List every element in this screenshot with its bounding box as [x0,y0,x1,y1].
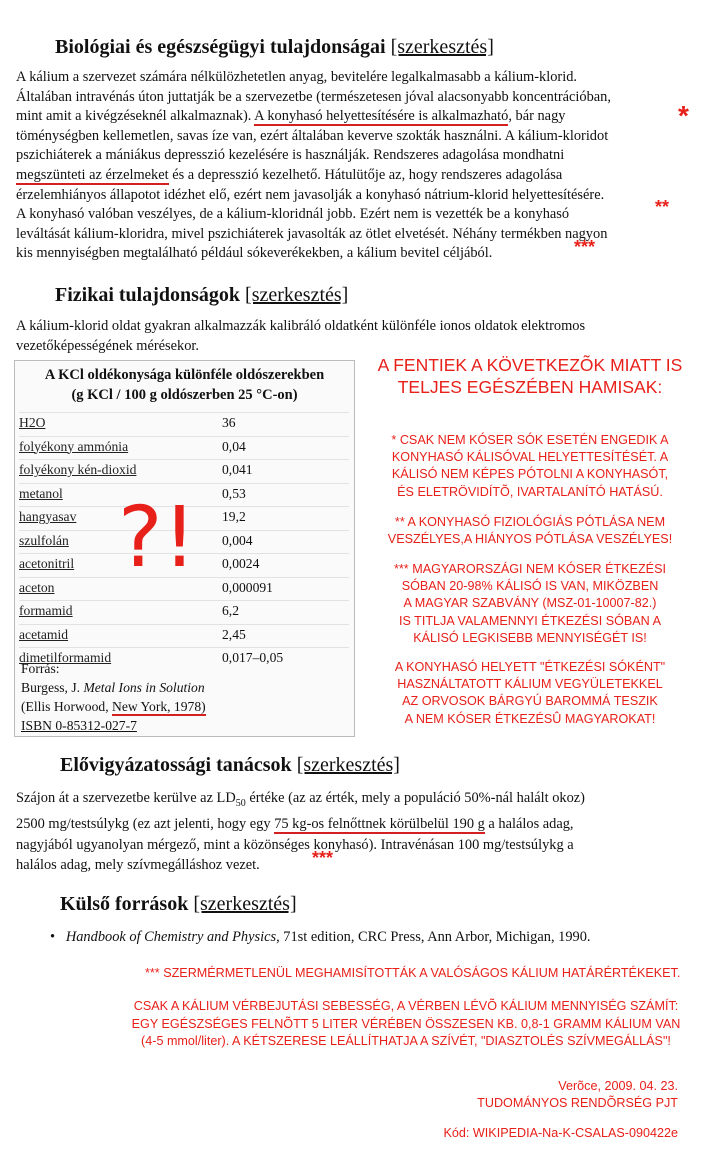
ext-item-title[interactable]: Handbook of Chemistry and Physics [65,929,277,945]
red-headline [360,354,700,398]
red-note-line: KÁLISÓ LEGKISEBB MENNYISÉGÉT IS! [413,630,647,645]
source-publisher-line [21,697,206,716]
solubility-value: 0,0024 [222,556,260,571]
solvent-link[interactable]: metanol [19,485,63,501]
phys-line: vezetőképességének mérésekor. [16,337,199,354]
solvent-link[interactable]: folyékony kén-dioxid [19,462,137,477]
source-title: Metal Ions in Solution [83,680,205,695]
red-note-line: VESZÉLYES,A HIÁNYOS PÓTLÁSA VESZÉLYES! [387,532,673,547]
table-row-divider [19,436,349,437]
red-note-line: A NEM KÓSER ÉTKEZÉSÛ MAGYAROKAT! [404,711,656,726]
prec-heading-text: Elővigyázatossági tanácsok [60,754,292,776]
ext-item-rest: , 71st edition, CRC Press, Ann Arbor, Michigan, 1990. [276,929,591,945]
solvent-link[interactable]: szulfolán [19,532,69,548]
table-row-divider [19,459,349,460]
solvent-link[interactable]: hangyasav [19,509,77,524]
red-note-line: *** MAGYARORSZÁGI NEM KÓSER ÉTKEZÉSI [394,562,666,576]
document-code: Kód: WIKIPEDIA-Na-K-CSALAS-090422e [443,1126,678,1140]
solvent-link[interactable]: formamid [19,603,73,618]
annotation-star-4: *** [312,848,334,868]
bio-line: töménységben kellemetlen, savas íze van, ezért általában keverve szokták használni. A kálium-kloridot [16,127,609,144]
source-author: Burgess, J. [21,680,84,695]
phys-heading [55,284,348,307]
solvent-link[interactable]: acetamid [19,626,69,642]
red-note-line: KÁLISÓ NEM KÉPES PÓTOLNI A KONYHASÓT, [391,467,669,482]
solubility-value: 36 [222,415,236,430]
solubility-value: 19,2 [222,509,246,524]
solubility-value: 0,04 [222,438,246,454]
table-row-divider [19,483,349,484]
source-publisher: (Ellis Horwood, [21,699,112,714]
red-note-2 [360,514,700,548]
solvent-link[interactable]: dimetilformamid [19,650,112,665]
prec-edit-link[interactable]: [szerkesztés] [296,754,400,776]
bio-heading-text: Biológiai és egészségügyi tulajdonságai [55,36,386,58]
signature-org: TUDOMÁNYOS RENDÕRSÉG PJT [477,1096,678,1110]
underlined-phrase: A konyhasó helyettesítésére is alkalmazható [254,108,509,125]
bio-line: megszünteti az érzelmeket és a depresszió kezelhető. Hátulütője az, hogy rendszeres adagolása [16,166,563,183]
bio-line: pszichiáterek a mániákus depresszió kezelésére is használják. Rendszeres adagolása mondhatni [16,147,565,164]
bottom-note-1: *** SZERMÉRMETLENÜL MEGHAMISÍTOTTÁK A VALÓSÁGOS KÁLIUM HATÁRÉRTÉKEKET. [145,966,681,980]
solubility-value: 2,45 [222,626,246,642]
prec-line: halálos adag, mely szívmegálláshoz vezet. [16,857,260,874]
red-headline-line: A FENTIEK A KÖVETKEZÕK MIATT IS [377,355,683,375]
red-note-3 [360,561,700,647]
table-title-line: (g KCl / 100 g oldószerben 25 °C-on) [71,387,298,403]
solvent-link[interactable]: folyékony ammónia [19,438,129,454]
solubility-value: 0,041 [222,462,253,477]
phys-edit-link[interactable]: [szerkesztés] [245,284,349,306]
prec-line: Szájon át a szervezetbe kerülve az $LD_{50}$ értéke (az az érték, mely a populáció 50%-nál halált okoz) [16,790,585,809]
prec-line: nagyjából ugyanolyan mérgező, mint a közönséges konyhasó). Intravénásan 100 mg/testsúlykg a [16,836,574,853]
source-label: Forrás: [21,661,60,676]
red-note-line: A MAGYAR SZABVÁNY (MSZ-01-10007-82.) [403,596,657,611]
solubility-value: 0,53 [222,485,246,501]
prec-heading [60,754,400,777]
bio-line: érzelemhiányos állapotot idézhet elő, ezért nem javasolják a konyhasó nátrium-klorid helyettesítésére. [16,186,605,203]
red-note-line: HASZNÁLTATOTT KÁLIUM VEGYÜLETEKKEL [397,677,663,692]
solubility-value: 6,2 [222,603,239,618]
bullet-icon: • [50,929,66,945]
source-author-line [21,678,206,697]
table-row-divider [19,412,349,413]
bio-line: Általában intravénás úton juttatják be a szervezetbe (természetesen jóval alacsonyabb koncentrációban, [16,88,611,105]
bio-line: leváltását kálium-kloridra, mivel pszichiáterek javasolták az ötlet elvetését. Néhány termékben nagyon [16,225,608,242]
phys-heading-text: Fizikai tulajdonságok [55,284,241,306]
signature-date: Verõce, 2009. 04. 23. [558,1079,678,1093]
red-note-line: KONYHASÓ KÁLISÓVAL HELYETTESÍTÉSÉT. A [391,450,669,465]
red-note-4 [360,659,700,728]
bio-line: mint amit a kivégzéseknél alkalmaznak). A konyhasó helyettesítésére is alkalmazható, bár nagy [16,108,566,125]
bio-edit-link[interactable]: [szerkesztés] [390,36,494,58]
bio-line: kis mennyiségben megtalálható például sókeverékekben, a kálium bevitel céljából. [16,245,493,262]
red-note-line: EGY EGÉSZSÉGES FELNÕTT 5 LITER VÉRÉBEN ÖSSZESEN KB. 0,8-1 GRAMM KÁLIUM VAN [131,1016,681,1031]
table-row-divider [19,624,349,625]
solubility-value: 0,000091 [222,579,273,595]
phys-paragraph [16,317,585,356]
solvent-link[interactable]: aceton [19,579,55,595]
solubility-value: 0,004 [222,532,253,548]
ext-heading-text: Külső források [60,893,189,915]
annotation-star-1: * [678,100,689,131]
red-note-line: A KONYHASÓ HELYETT "ÉTKEZÉSI SÓKÉNT" [394,660,666,674]
table-row-divider [19,647,349,648]
red-note-line: CSAK A KÁLIUM VÉRBEJUTÁSI SEBESSÉG, A VÉRBEN LÉVÕ KÁLIUM MENNYISÉG SZÁMÍT: [133,999,679,1013]
bio-line: A konyhasó valóban veszélyes, de a kálium-kloridnál jobb. Ezért nem is vezették be a konyhasó [16,206,570,223]
underlined-phrase: megszünteti az érzelmeket [16,166,169,183]
red-note-line: ÉS ELETRÖVIDÍTÕ, IVARTALANÍTÓ HATÁSÚ. [397,484,663,499]
prec-paragraph [16,788,585,876]
ext-edit-link[interactable]: [szerkesztés] [193,893,297,915]
source-place-year: New York, 1978) [112,699,206,714]
red-headline-line: TELJES EGÉSZÉBEN HAMISAK: [397,377,663,397]
underlined-phrase: 75 kg-os felnőttnek körülbelül 190 g [274,816,485,833]
prec-line: 2500 mg/testsúlykg (ez azt jelenti, hogy egy 75 kg-os felnőttnek körülbelül 190 g a halálos adag, [16,816,574,833]
solvent-link[interactable]: acetonitril [19,556,75,571]
annotation-star-2: ** [655,197,670,217]
table-source [21,659,206,735]
table-row-divider [19,600,349,601]
table-title-line: A KCl oldékonysága különféle oldószerekben [44,367,325,383]
phys-line: A kálium-klorid oldat gyakran alkalmazzák kalibráló oldatként különféle ionos oldatok elektromos [16,318,586,334]
red-note-line: IS TITLJA VALAMENNYI ÉTKEZÉSI SÓBAN A [399,613,661,628]
ext-heading [60,893,297,916]
red-note-line: (4-5 mmol/liter). A KÉTSZERESE LEÁLLÍTHATJA A SZÍVÉT, "DIASZTOLÉS SZÍVMEGÁLLÁS"! [141,1034,671,1048]
solvent-link[interactable]: H2O [19,415,46,430]
bottom-note-2 [116,998,696,1051]
red-note-line: * CSAK NEM KÓSER SÓK ESETÉN ENGEDIK A [391,433,669,447]
annotation-star-3: *** [574,237,596,257]
ext-list-item [50,928,591,948]
bio-line: A kálium a szervezet számára nélkülözhetetlen anyag, bevitelére legalkalmasabb a kálium-klorid. [16,69,577,85]
red-note-1 [360,432,700,501]
red-note-line: AZ ORVOSOK BÁRGYÚ BAROMMÁ TESZIK [402,694,658,709]
red-note-line: ** A KONYHASÓ FIZIOLÓGIÁS PÓTLÁSA NEM [394,515,666,529]
red-note-line: SÓBAN 20-98% KÁLISÓ IS VAN, MIKÖZBEN [401,579,659,594]
table-title [15,365,354,405]
solubility-value: 0,017–0,05 [222,650,284,665]
isbn-link[interactable]: ISBN 0-85312-027-7 [21,718,137,733]
bio-paragraph [16,68,611,264]
bio-heading [55,36,494,59]
question-exclamation-overlay: ?! [118,488,197,586]
